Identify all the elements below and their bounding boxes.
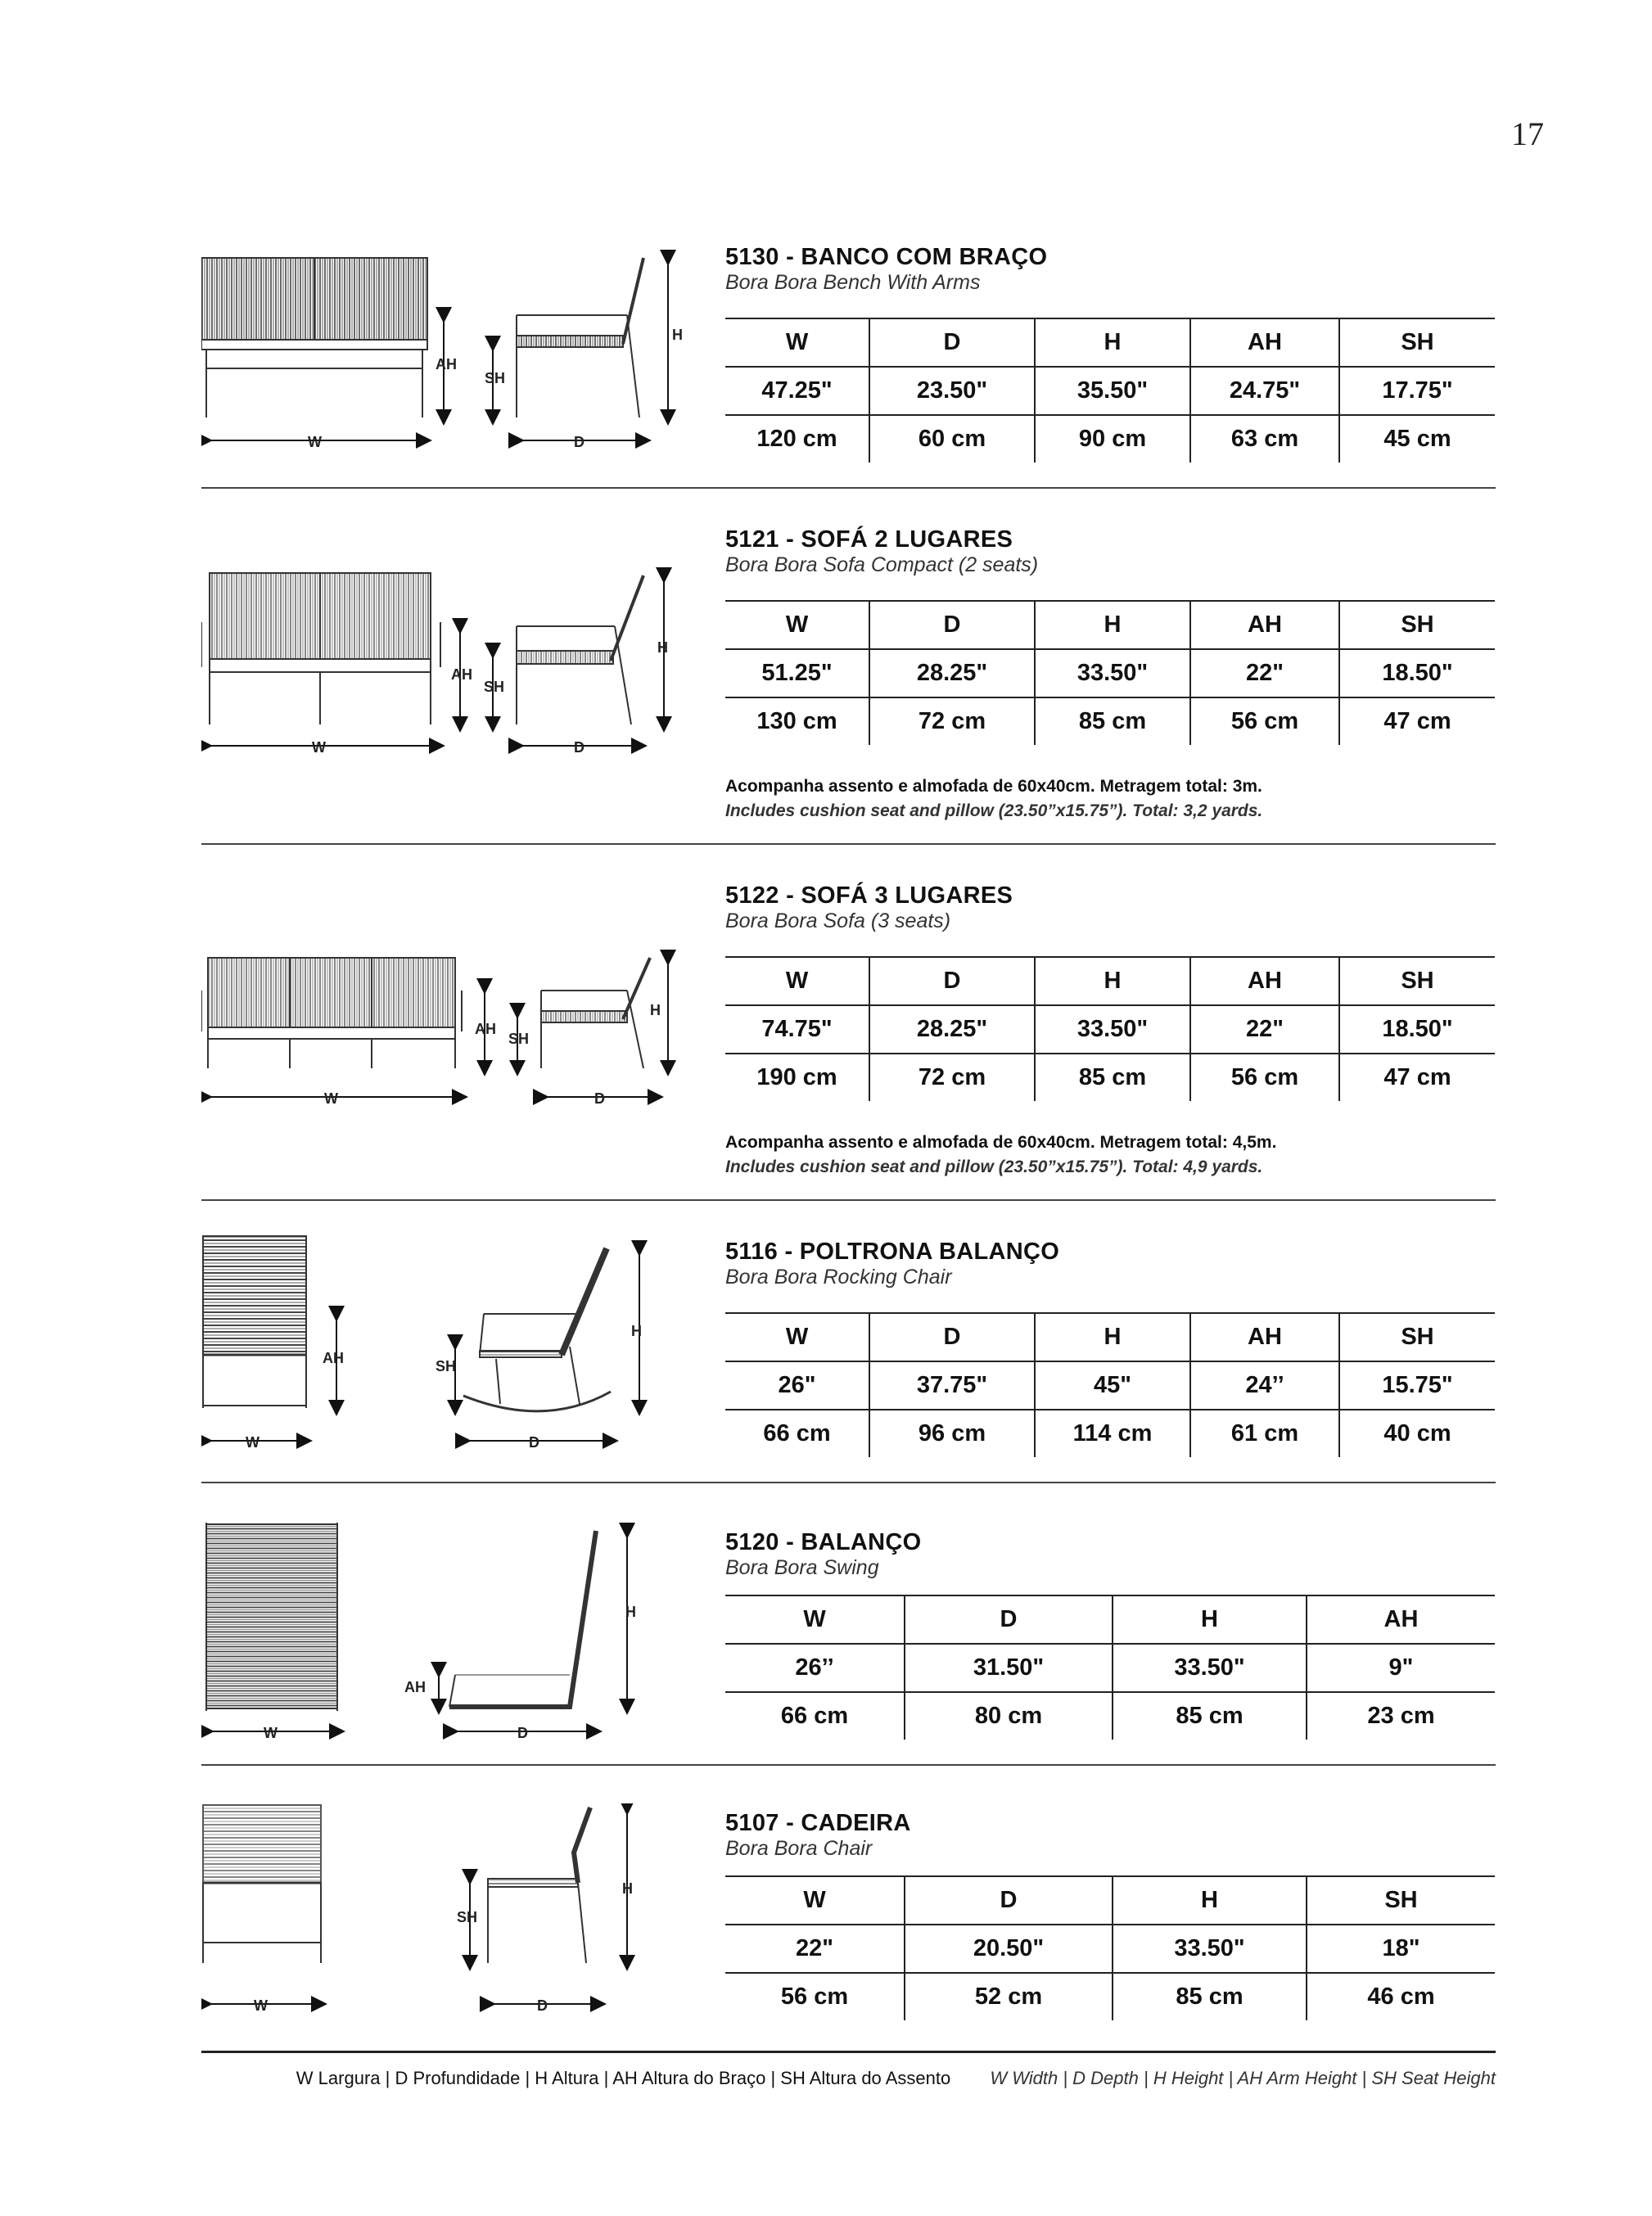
col-header-sh: SH — [1339, 1313, 1495, 1361]
cell: 90 cm — [1035, 415, 1190, 463]
dim-label-ah: AH — [404, 1679, 426, 1695]
cell: 190 cm — [756, 1064, 837, 1090]
cell: 35.50" — [1035, 367, 1190, 415]
spec-row-cm — [725, 415, 1495, 463]
spec-row-inches — [725, 649, 1495, 697]
dim-label-sh: SH — [485, 370, 506, 386]
cell: 96 cm — [869, 1410, 1035, 1457]
spec-header-row — [725, 1313, 1495, 1361]
spec-header-row — [725, 1595, 1495, 1644]
sofa-2-seats-drawing — [201, 520, 693, 757]
spec-row-inches — [725, 1005, 1495, 1054]
dim-label-w: W — [264, 1725, 278, 1741]
cell: 60 cm — [869, 415, 1035, 463]
col-header-h: H — [1113, 1876, 1307, 1925]
note-pt: Acompanha assento e almofada de 60x40cm. Metragem total: 3m. — [725, 777, 1262, 796]
dim-label-h: H — [672, 327, 683, 343]
dim-label-d: D — [517, 1725, 528, 1741]
col-header-ah: AH — [1190, 1313, 1339, 1361]
dim-label-h: H — [657, 639, 668, 656]
section-divider — [201, 1199, 1496, 1201]
section-divider — [201, 487, 1496, 489]
cell: 23.50" — [869, 367, 1035, 415]
cell: 120 cm — [756, 426, 837, 452]
cell: 33.50" — [1113, 1925, 1307, 1973]
spec-table — [725, 1312, 1495, 1457]
dim-label-w: W — [312, 739, 326, 756]
cell: 45 cm — [1339, 415, 1495, 463]
dim-label-d: D — [594, 1090, 605, 1107]
cell: 15.75" — [1339, 1361, 1495, 1410]
spec-header-row — [725, 318, 1495, 367]
col-header-w: W — [785, 612, 809, 638]
cell: 22" — [1190, 649, 1339, 697]
col-header-w: W — [785, 1324, 809, 1350]
cell: 31.50" — [905, 1644, 1113, 1692]
chair-drawing — [201, 1803, 709, 2024]
dim-label-ah: AH — [436, 356, 457, 372]
cell: 33.50" — [1035, 649, 1190, 697]
col-header-sh: SH — [1339, 957, 1495, 1005]
cell: 85 cm — [1035, 1054, 1190, 1101]
note-en: Includes cushion seat and pillow (23.50”x15.75”). Total: 3,2 yards. — [725, 801, 1263, 820]
cell: 26’’ — [795, 1654, 834, 1681]
col-header-h: H — [1035, 1313, 1190, 1361]
note-en: Includes cushion seat and pillow (23.50”x15.75”). Total: 4,9 yards. — [725, 1158, 1263, 1176]
cell: 74.75" — [761, 1016, 833, 1042]
cell: 22" — [1190, 1005, 1339, 1054]
dim-label-h: H — [622, 1880, 633, 1897]
dim-label-sh: SH — [436, 1358, 457, 1374]
cell: 37.75" — [869, 1361, 1035, 1410]
dim-label-w: W — [254, 1997, 268, 2014]
product-subtitle: Bora Bora Sofa Compact (2 seats) — [725, 553, 1039, 576]
dim-label-ah: AH — [323, 1350, 344, 1366]
spec-row-cm — [725, 1410, 1495, 1457]
rocking-chair-drawing — [201, 1232, 709, 1469]
cell: 28.25" — [869, 649, 1035, 697]
cell: 66 cm — [780, 1703, 849, 1729]
spec-row-inches — [725, 1644, 1495, 1692]
product-title: 5120 - BALANÇO — [725, 1529, 922, 1555]
cell: 47.25" — [761, 377, 833, 404]
spec-row-cm — [725, 697, 1495, 745]
cell: 18.50" — [1339, 649, 1495, 697]
cell: 56 cm — [1190, 697, 1339, 745]
dim-label-d: D — [537, 1997, 548, 2014]
cell: 85 cm — [1113, 1692, 1307, 1740]
spec-header-row — [725, 1876, 1495, 1925]
dim-label-ah: AH — [451, 666, 472, 683]
cell: 47 cm — [1339, 697, 1495, 745]
section-divider — [201, 843, 1496, 845]
col-header-w: W — [785, 968, 809, 994]
cell: 72 cm — [869, 697, 1035, 745]
col-header-sh: SH — [1339, 318, 1495, 367]
dim-label-d: D — [529, 1434, 539, 1451]
product-title: 5121 - SOFÁ 2 LUGARES — [725, 526, 1013, 553]
dim-label-sh: SH — [457, 1909, 478, 1925]
cell: 47 cm — [1339, 1054, 1495, 1101]
product-title: 5122 - SOFÁ 3 LUGARES — [725, 882, 1013, 909]
spec-table — [725, 318, 1495, 463]
dim-label-w: W — [308, 434, 322, 450]
cell: 24’’ — [1190, 1361, 1339, 1410]
product-subtitle: Bora Bora Sofa (3 seats) — [725, 909, 951, 932]
spec-row-cm — [725, 1692, 1495, 1740]
cell: 33.50" — [1035, 1005, 1190, 1054]
col-header-ah: AH — [1190, 957, 1339, 1005]
col-header-w: W — [803, 1606, 826, 1632]
section-divider — [201, 1764, 1496, 1766]
col-header-h: H — [1113, 1595, 1307, 1644]
dim-label-h: H — [631, 1323, 642, 1339]
spec-table — [725, 1875, 1495, 2020]
dim-label-sh: SH — [484, 679, 505, 695]
product-subtitle: Bora Bora Chair — [725, 1837, 873, 1860]
cell: 72 cm — [869, 1054, 1035, 1101]
cell: 18" — [1307, 1925, 1495, 1973]
dim-label-d: D — [574, 434, 585, 450]
col-header-d: D — [869, 601, 1035, 649]
spec-table — [725, 1595, 1495, 1740]
spec-header-row — [725, 957, 1495, 1005]
product-subtitle: Bora Bora Swing — [725, 1556, 879, 1579]
swing-drawing — [201, 1523, 709, 1752]
page-number: 17 — [1511, 115, 1544, 152]
product-subtitle: Bora Bora Rocking Chair — [725, 1266, 952, 1289]
dim-label-ah: AH — [475, 1021, 496, 1037]
cell: 9" — [1307, 1644, 1495, 1692]
cell: 26" — [778, 1372, 816, 1398]
spec-row-inches — [725, 1925, 1495, 1973]
col-header-d: D — [905, 1595, 1113, 1644]
cell: 17.75" — [1339, 367, 1495, 415]
spec-row-inches — [725, 1361, 1495, 1410]
dimension-legend — [296, 2068, 1496, 2089]
legend-portuguese: W Largura | D Profundidade | H Altura | AH Altura do Braço | SH Altura do Assento — [296, 2068, 951, 2088]
spec-table — [725, 956, 1495, 1101]
dim-label-sh: SH — [508, 1031, 530, 1047]
dim-label-w: W — [324, 1090, 338, 1107]
cell: 80 cm — [905, 1692, 1113, 1740]
col-header-w: W — [803, 1887, 826, 1913]
cell: 40 cm — [1339, 1410, 1495, 1457]
spec-row-inches — [725, 367, 1495, 415]
bench-with-arms-drawing — [201, 237, 693, 458]
cell: 45" — [1035, 1361, 1190, 1410]
dim-label-w: W — [246, 1434, 260, 1451]
col-header-d: D — [869, 957, 1035, 1005]
product-subtitle: Bora Bora Bench With Arms — [725, 271, 981, 294]
spec-header-row — [725, 601, 1495, 649]
cell: 23 cm — [1307, 1692, 1495, 1740]
spec-row-cm — [725, 1054, 1495, 1101]
cell: 52 cm — [905, 1973, 1113, 2020]
sofa-3-seats-drawing — [201, 876, 693, 1113]
col-header-ah: AH — [1190, 601, 1339, 649]
cell: 24.75" — [1190, 367, 1339, 415]
product-title: 5116 - POLTRONA BALANÇO — [725, 1239, 1060, 1265]
cell: 56 cm — [780, 1984, 849, 2010]
product-title: 5130 - BANCO COM BRAÇO — [725, 244, 1048, 270]
cell: 33.50" — [1113, 1644, 1307, 1692]
col-header-d: D — [869, 1313, 1035, 1361]
col-header-d: D — [869, 318, 1035, 367]
col-header-d: D — [905, 1876, 1113, 1925]
spec-table — [725, 600, 1495, 745]
dim-label-h: H — [650, 1002, 661, 1018]
cell: 51.25" — [761, 660, 833, 686]
dim-label-d: D — [574, 739, 585, 756]
spec-row-cm — [725, 1973, 1495, 2020]
legend-english: W Width | D Depth | H Height | AH Arm Height | SH Seat Height — [990, 2068, 1496, 2088]
note-pt: Acompanha assento e almofada de 60x40cm. Metragem total: 4,5m. — [725, 1133, 1277, 1152]
cell: 66 cm — [763, 1420, 831, 1446]
cell: 56 cm — [1190, 1054, 1339, 1101]
cell: 20.50" — [905, 1925, 1113, 1973]
col-header-ah: AH — [1307, 1595, 1495, 1644]
cell: 22" — [795, 1935, 833, 1961]
col-header-ah: AH — [1190, 318, 1339, 367]
col-header-sh: SH — [1339, 601, 1495, 649]
col-header-h: H — [1035, 318, 1190, 367]
product-title: 5107 - CADEIRA — [725, 1810, 911, 1836]
dim-label-h: H — [625, 1604, 636, 1620]
cell: 61 cm — [1190, 1410, 1339, 1457]
cell: 18.50" — [1339, 1005, 1495, 1054]
product-note — [725, 774, 1495, 824]
product-note — [725, 1131, 1495, 1180]
col-header-h: H — [1035, 957, 1190, 1005]
cell: 114 cm — [1035, 1410, 1190, 1457]
legend-divider — [201, 2051, 1496, 2053]
cell: 28.25" — [869, 1005, 1035, 1054]
cell: 130 cm — [756, 708, 837, 734]
cell: 46 cm — [1307, 1973, 1495, 2020]
section-divider — [201, 1482, 1496, 1483]
cell: 85 cm — [1035, 697, 1190, 745]
cell: 63 cm — [1190, 415, 1339, 463]
col-header-h: H — [1035, 601, 1190, 649]
col-header-w: W — [785, 329, 809, 355]
cell: 85 cm — [1113, 1973, 1307, 2020]
col-header-sh: SH — [1307, 1876, 1495, 1925]
